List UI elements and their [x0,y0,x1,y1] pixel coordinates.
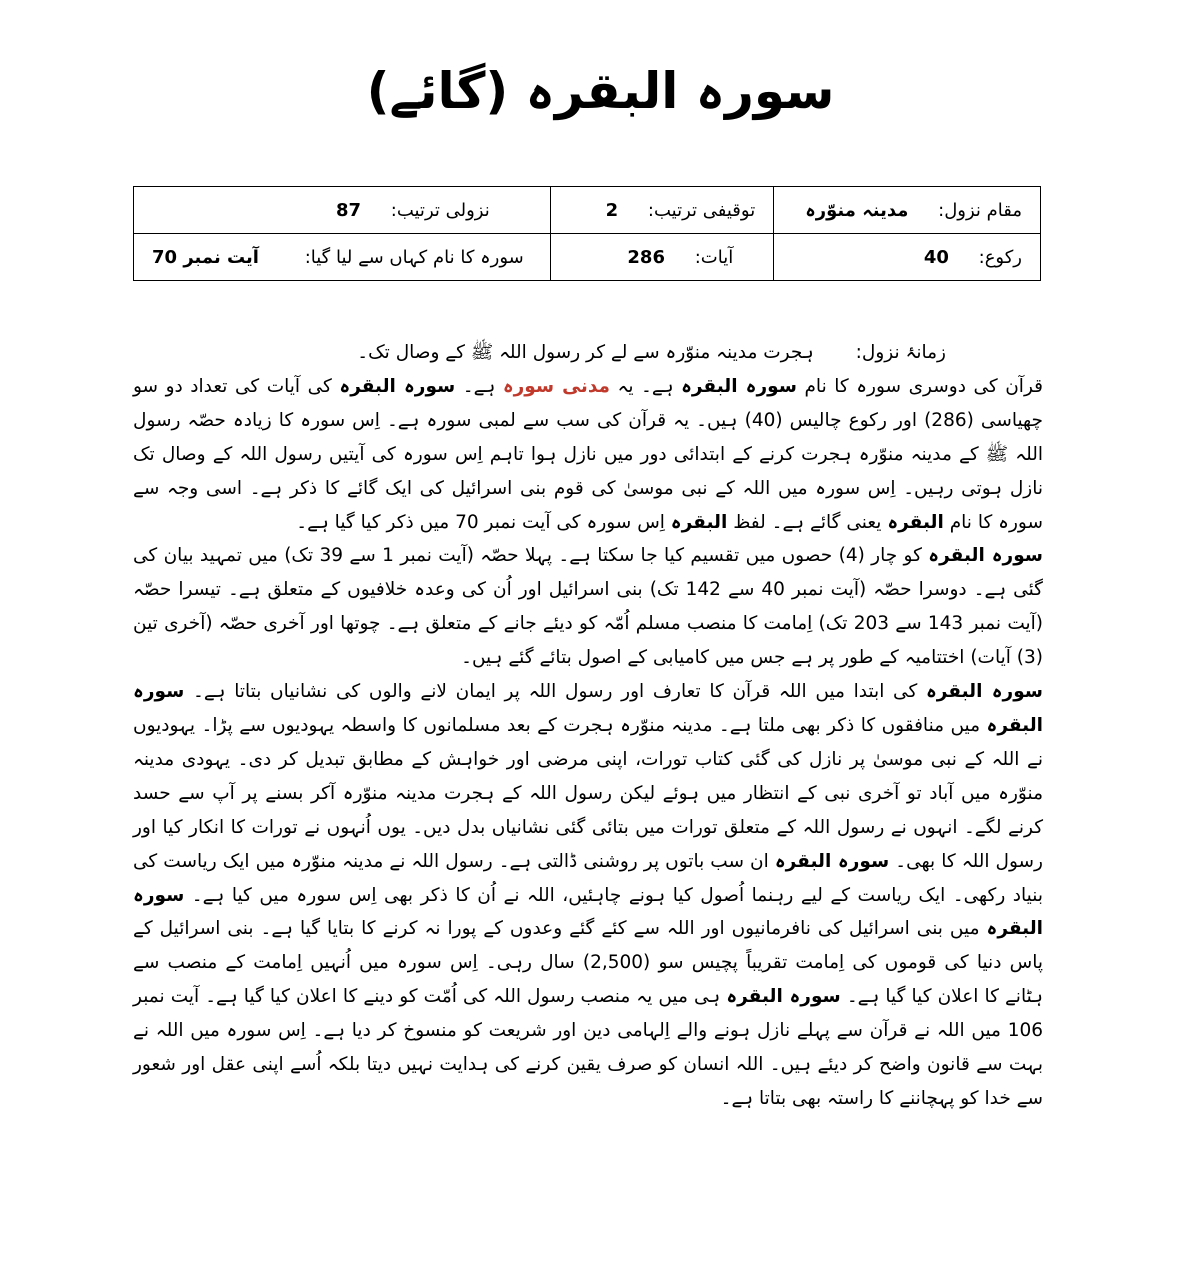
surah-naam-label: سورہ کا نام کہاں سے لیا گیا: [304,246,524,268]
info-row-1 [134,187,1041,234]
nuzooli-tarteeb-value: 87 [335,199,362,221]
paragraph-3 [133,675,1043,1116]
ruku-value: 40 [923,246,949,268]
maqam-nuzool-cell [774,187,1041,234]
p1-text-a: قرآن کی دوسری سورہ کا نام [796,375,1043,397]
document-body [133,336,1043,1116]
ayat-cell [550,234,773,281]
p1-text-g: کی آیات کی تعداد دو سو چھیاسی (286) اور رکوع چالیس (40) ہیں۔ یہ قرآن کی سب سے لمبی سورہ ہے۔ اِس سورہ کا زیادہ حصّہ رسول اللہ ﷺ کے مدینہ منوّرہ ہجرت کرنے کے ابتدائی دور میں نازل ہوا تاہم اِس سورہ کی آیتیں رسول اللہ کے وصال تک نازل ہوتی رہیں۔ اِس سورہ میں اللہ کے نبی موسیٰ کی قوم بنی اسرائیل کی ایک گائے کا ذکر ہے۔ اسی وجہ سے سورہ کا نام [133,375,1043,533]
tauqeefi-tarteeb-value: 2 [605,199,619,221]
p3-surah-name-4: سورہ البقرہ [133,884,1043,940]
ayat-label: آیات: [694,246,734,268]
p3-surah-name: سورہ البقرہ [925,681,1043,703]
nuzooli-tarteeb-label: نزولی ترتیب: [390,199,490,221]
tauqeefi-tarteeb-cell [550,187,773,234]
p2-surah-name: سورہ البقرہ [928,545,1043,567]
ruku-label: رکوع: [978,246,1022,268]
p3-text-j: ہی میں یہ منصب رسول اللہ کی اُمّت کو دینے کا اعلان کیا گیا ہے۔ آیت نمبر 106 میں اللہ نے قرآن سے پہلے نازل ہونے والے اِلہامی دین اور شریعت کو منسوخ کر دیا ہے۔ اِس سورہ میں اللہ نے بہت سے قانون واضح کر دیئے ہیں۔ اللہ انسان کو صرف یقین کرنے کی ہدایت نہیں دیتا بلکہ اُسے اپنی عقل اور شعور سے خدا کو پہچاننے کا راستہ بھی بتاتا ہے۔ [133,986,1043,1109]
p1-text-i: یعنی گائے ہے۔ لفظ [727,511,888,533]
p3-text-b: کی ابتدا میں اللہ قرآن کا تعارف اور رسول اللہ پر ایمان لانے والوں کی نشانیاں بتاتا ہے۔ [184,681,926,703]
p3-surah-name-2: سورہ البقرہ [133,681,1043,736]
maqam-nuzool-label: مقام نزول: [938,199,1022,221]
surah-naam-cell [134,234,551,281]
p3-text-d: میں منافقوں کا ذکر بھی ملتا ہے۔ مدینہ منوّرہ ہجرت کے بعد مسلمانوں کا واسطہ یہودیوں سے پڑا۔ یہودیوں نے اللہ کے نبی موسیٰ پر نازل کی گئی کتاب تورات، اپنی مرضی اور خواہش کے مطابق تبدیل کر دی۔ یہودی مدینہ منوّرہ میں آباد تو آخری نبی کے انتظار میں ہوئے لیکن رسول اللہ کے ہجرت مدینہ منوّرہ آکر بسنے پر آپ سے حسد کرنے لگے۔ انہوں نے رسول اللہ کے متعلق تورات میں بتائی گئی نشانیاں بدل دیں۔ یوں اُنہوں نے تورات کا انکار کیا اور رسول اللہ کا بھی۔ [133,714,1043,872]
p1-surah-name-2: سورہ البقرہ [339,375,456,397]
zamana-nuzool-label: زمانۂ نزول: [855,342,946,363]
p3-text-f: ان سب باتوں پر روشنی ڈالتی ہے۔ رسول اللہ نے مدینہ منوّرہ میں ایک ریاست کی بنیاد رکھی۔ ایک ریاست کے لیے رہنما اُصول کیا ہونے چاہئیں، اللہ نے اُن کا ذکر بھی اِس سورہ میں کیا ہے۔ [133,850,1043,906]
p1-albaqarah-2: البقرہ [670,511,728,533]
p1-albaqarah: البقرہ [887,511,944,533]
ruku-cell [774,234,1041,281]
p1-text-k: اِس سورہ کی آیت نمبر 70 میں ذکر کیا گیا ہے۔ [296,511,671,533]
p3-surah-name-5: سورہ البقرہ [726,986,841,1008]
nuzooli-tarteeb-cell [134,187,551,234]
paragraph-2 [133,539,1043,675]
p1-text-e: ہے۔ [455,375,503,397]
p3-text-h: میں بنی اسرائیل کی نافرمانیوں اور اللہ سے کئے گئے وعدوں کے پورا نہ کرنے کا بتایا گیا ہے۔ بنی اسرائیل کے پاس دنیا کی قوموں کی اِمامت تقریباً پچیس سو (2,500) سال رہی۔ اِس سورہ میں اُنہیں اِمامت کے منصب سے ہٹانے کا اعلان کیا گیا ہے۔ [133,918,1044,1008]
tauqeefi-tarteeb-label: توقیفی ترتیب: [647,199,756,221]
zamana-nuzool-line [133,336,1043,370]
p1-text-c: ہے۔ یہ [609,375,682,397]
surah-naam-value: آیت نمبر 70 [152,246,259,268]
p3-surah-name-3: سورہ البقرہ [774,850,890,872]
p1-surah-name: سورہ البقرہ [681,375,797,397]
zamana-nuzool-text: ہجرت مدینہ منوّرہ سے لے کر رسول اللہ ﷺ کے وصال تک۔ [357,342,814,363]
paragraph-1 [133,370,1043,540]
info-row-2 [134,234,1041,281]
ayat-value: 286 [627,246,665,268]
surah-info-table [133,186,1041,281]
madani-surah-highlight: مدنی سورہ [502,375,610,397]
maqam-nuzool-value: مدینہ منوّرہ [805,199,909,221]
page-title: سورہ البقرہ (گائے) [366,62,835,120]
p2-text-b: کو چار (4) حصوں میں تقسیم کیا جا سکتا ہے۔ پہلا حصّہ (آیت نمبر 1 سے 39 تک) میں تمہید بیان کی گئی ہے۔ دوسرا حصّہ (آیت نمبر 40 سے 142 تک) بنی اسرائیل اور اُن کی وعدہ خلافیوں کے متعلق ہے۔ تیسرا حصّہ (آیت نمبر 143 سے 203 تک) اِمامت کا منصب مسلم اُمّہ کو دیئے جانے کے متعلق ہے۔ چوتھا اور آخری حصّہ (آخری تین (3) آیات) اختتامیہ کے طور پر ہے جس میں کامیابی کے اصول بتائے گئے ہیں۔ [133,545,1044,669]
